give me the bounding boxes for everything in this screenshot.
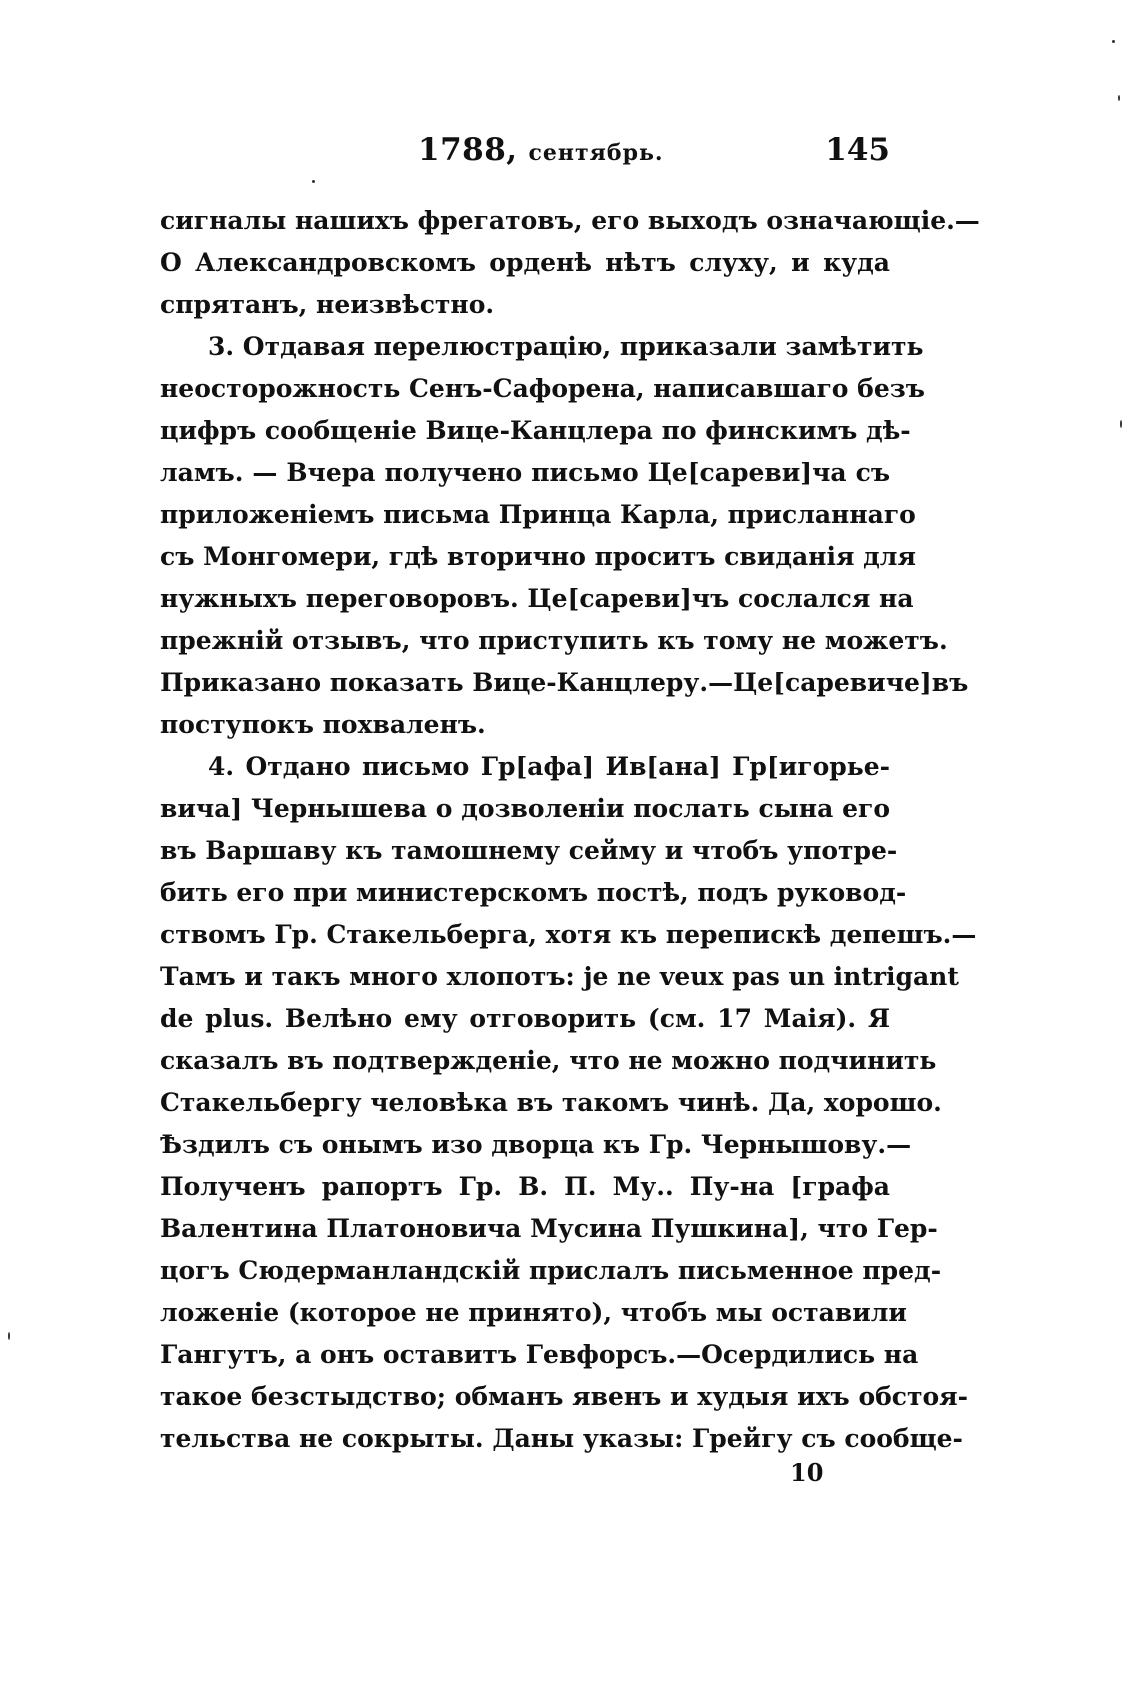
text-line-paragraph-start: 3. Отдавая перелюстрацію, приказали замѣтить <box>208 332 924 361</box>
body-text <box>160 200 980 1460</box>
running-title <box>418 132 664 168</box>
text-line-paragraph-start: 4. Отдано письмо Гр[афа] Ив[ана] Гр[игорье- <box>208 752 890 781</box>
text-line: сигналы нашихъ фрегатовъ, его выходъ означающіе.— <box>160 206 980 235</box>
text-line: приложеніемъ письма Принца Карла, присланнаго <box>160 500 916 529</box>
text-line: вича] Чернышева о дозволеніи послать сына его <box>160 794 890 823</box>
scan-speck <box>312 180 315 183</box>
scan-speck <box>8 1332 10 1340</box>
text-line: нужныхъ переговоровъ. Це[сареви]чъ сослался на <box>160 584 914 613</box>
text-line: ламъ. — Вчера получено письмо Це[сареви]ча съ <box>160 458 890 487</box>
scan-speck <box>1120 420 1122 428</box>
text-line: неосторожность Сенъ-Сафорена, написавшаго безъ <box>160 374 925 403</box>
text-line: Стакельбергу человѣка въ такомъ чинѣ. Да, хорошо. <box>160 1088 942 1117</box>
text-line: ложеніе (которое не принято), чтобъ мы оставили <box>160 1298 907 1327</box>
text-line: de plus. Велѣно ему отговорить (см. 17 Маія). Я <box>160 1004 890 1033</box>
text-line: цогъ Сюдерманландскій прислалъ письменное пред- <box>160 1256 942 1285</box>
text-line: Приказано показать Вице-Канцлеру.—Це[саревиче]въ <box>160 668 969 697</box>
running-head <box>160 132 890 182</box>
text-line: ствомъ Гр. Стакельберга, хотя къ перепискѣ депешъ.— <box>160 920 977 949</box>
text-line: Валентина Платоновича Мусина Пушкина], что Гер- <box>160 1214 938 1243</box>
text-line: въ Варшаву къ тамошнему сейму и чтобъ употре- <box>160 836 898 865</box>
text-line: прежній отзывъ, что приступить къ тому не можетъ. <box>160 626 948 655</box>
text-line: Тамъ и такъ много хлопотъ: je ne veux pas un intrigant <box>160 962 959 991</box>
text-line: Полученъ рапортъ Гр. В. П. Му.. Пу-на [графа <box>160 1172 890 1201</box>
signature-mark: 10 <box>790 1458 824 1487</box>
scan-speck <box>1112 40 1115 43</box>
text-line: Гангутъ, а онъ оставитъ Гевфорсъ.—Осердились на <box>160 1340 919 1369</box>
scan-speck <box>1118 95 1120 101</box>
text-line: поступокъ похваленъ. <box>160 710 486 739</box>
text-line: съ Монгомери, гдѣ вторично проситъ свиданія для <box>160 542 916 571</box>
text-line: спрятанъ, неизвѣстно. <box>160 290 495 319</box>
text-line: такое безстыдство; обманъ явенъ и худыя ихъ обстоя- <box>160 1382 969 1411</box>
text-line: О Александровскомъ орденѣ нѣтъ слуху, и куда <box>160 248 890 277</box>
header-year: 1788, <box>418 132 518 168</box>
page-number: 145 <box>825 132 890 168</box>
text-line: Ѣздилъ съ онымъ изо дворца къ Гр. Чернышову.— <box>160 1130 912 1159</box>
text-line: цифръ сообщеніе Вице-Канцлера по финскимъ дѣ- <box>160 416 911 445</box>
header-month: сентябрь. <box>528 140 664 166</box>
text-line: тельства не сокрыты. Даны указы: Грейгу съ сообще- <box>160 1424 963 1453</box>
text-line: бить его при министерскомъ постѣ, подъ руковод- <box>160 878 907 907</box>
text-line: сказалъ въ подтвержденіе, что не можно подчинить <box>160 1046 937 1075</box>
